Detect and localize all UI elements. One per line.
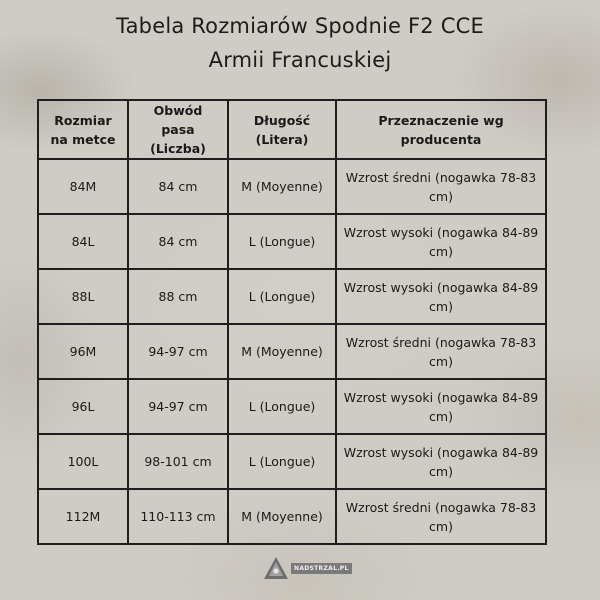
- cell-purpose: Wzrost wysoki (nogawka 84-89 cm): [336, 214, 546, 269]
- cell-purpose: Wzrost średni (nogawka 78-83 cm): [336, 324, 546, 379]
- header-waist-line1: Obwód pasa: [153, 103, 203, 137]
- table-row: [38, 159, 546, 214]
- page-subtitle: Armii Francuskiej: [208, 48, 392, 72]
- cell-size: 96L: [38, 379, 128, 434]
- cell-length: M (Moyenne): [228, 159, 336, 214]
- cell-waist: 88 cm: [128, 269, 228, 324]
- size-table: [37, 99, 547, 545]
- cell-purpose: Wzrost średni (nogawka 78-83 cm): [336, 489, 546, 544]
- table-row: [38, 214, 546, 269]
- cell-size: 112M: [38, 489, 128, 544]
- header-size: [38, 100, 128, 159]
- pyramid-logo-icon: [263, 556, 289, 580]
- header-length: [228, 100, 336, 159]
- cell-size: 96M: [38, 324, 128, 379]
- cell-length: L (Longue): [228, 214, 336, 269]
- cell-length: L (Longue): [228, 269, 336, 324]
- table-row: [38, 324, 546, 379]
- header-purpose: [336, 100, 546, 159]
- cell-size: 100L: [38, 434, 128, 489]
- cell-length: M (Moyenne): [228, 324, 336, 379]
- header-purpose-line2: producenta: [400, 131, 482, 147]
- cell-size: 88L: [38, 269, 128, 324]
- cell-waist: 94-97 cm: [128, 324, 228, 379]
- header-waist: [128, 100, 228, 159]
- page-title: Tabela Rozmiarów Spodnie F2 CCE: [116, 14, 484, 38]
- header-purpose-line1: Przeznaczenie wg: [378, 112, 504, 128]
- table-row: [38, 434, 546, 489]
- cell-purpose: Wzrost wysoki (nogawka 84-89 cm): [336, 269, 546, 324]
- cell-length: L (Longue): [228, 379, 336, 434]
- table-header-row: [38, 100, 546, 159]
- header-waist-line2: (Liczba): [150, 141, 206, 156]
- cell-waist: 94-97 cm: [128, 379, 228, 434]
- cell-purpose: Wzrost wysoki (nogawka 84-89 cm): [336, 434, 546, 489]
- cell-waist: 110-113 cm: [128, 489, 228, 544]
- cell-length: L (Longue): [228, 434, 336, 489]
- cell-purpose: Wzrost wysoki (nogawka 84-89 cm): [336, 379, 546, 434]
- cell-purpose: Wzrost średni (nogawka 78-83 cm): [336, 159, 546, 214]
- header-size-line2: na metce: [50, 131, 116, 147]
- table-row: [38, 379, 546, 434]
- cell-size: 84M: [38, 159, 128, 214]
- logo-text: NADSTRZAL.PL: [291, 563, 352, 574]
- table-row: [38, 489, 546, 544]
- cell-waist: 98-101 cm: [128, 434, 228, 489]
- brand-logo: [263, 556, 352, 580]
- cell-waist: 84 cm: [128, 159, 228, 214]
- cell-size: 84L: [38, 214, 128, 269]
- table-row: [38, 269, 546, 324]
- cell-length: M (Moyenne): [228, 489, 336, 544]
- header-length-line1: Długość: [253, 112, 311, 128]
- header-size-line1: Rozmiar: [54, 112, 112, 128]
- cell-waist: 84 cm: [128, 214, 228, 269]
- header-length-line2: (Litera): [255, 131, 309, 147]
